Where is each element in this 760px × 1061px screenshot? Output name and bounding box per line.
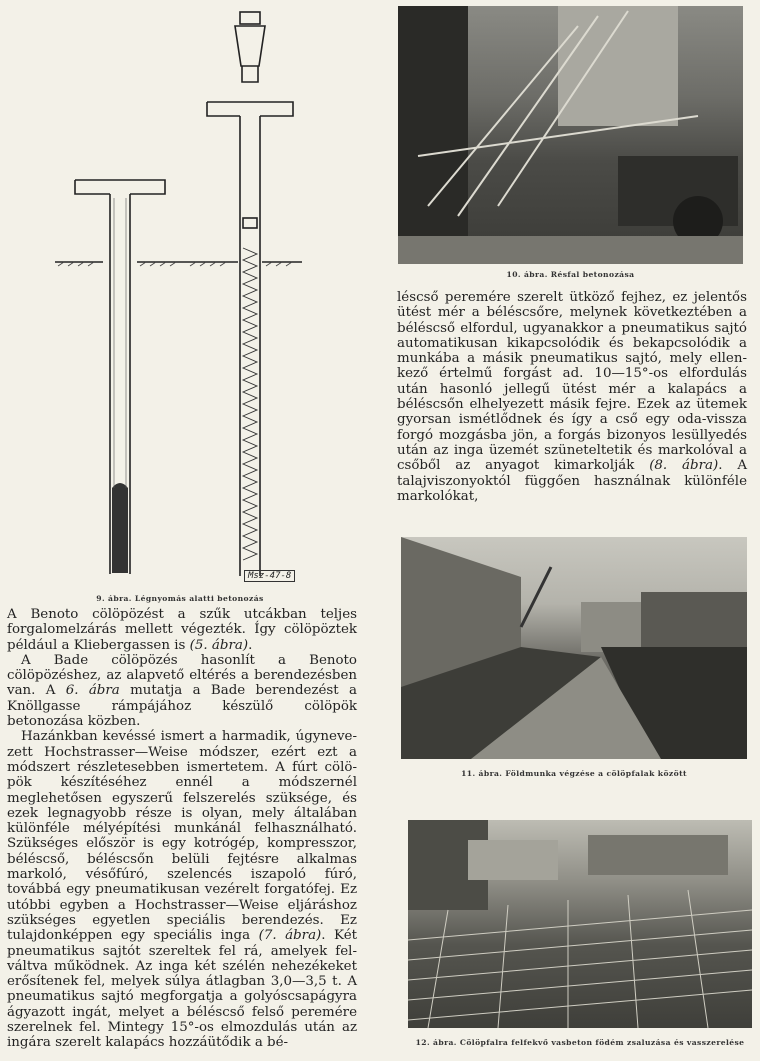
figure-11-photo bbox=[401, 537, 747, 759]
text-span: . A talajviszonyoktól függően használnak különféle markolókat, bbox=[397, 458, 748, 504]
photo-illustration bbox=[398, 6, 743, 264]
left-column-text bbox=[7, 607, 357, 1051]
paragraph bbox=[7, 653, 357, 729]
figure-reference: (8. ábra) bbox=[649, 458, 719, 474]
figure-10-caption: 10. ábra. Résfal betonozása bbox=[506, 270, 635, 279]
right-column-text bbox=[397, 290, 747, 504]
figure-12-caption: 12. ábra. Cölöpfalra felfekvő vasbeton födém zsaluzása és vasszerelése bbox=[415, 1038, 745, 1047]
text-span: léscső peremére szerelt ütköző fejhez, ez jelentős ütést mér a béléscsőre, melynek következtében a béléscső elfordul, ugyanakkor a pneumatikus sajtó automatikusan kikapcsolódik és bekapcsolódik a munkába a másik pneumatikus sajtó, mely ellenkező értelmű forgást ad. 10—15°-os elfordulás után hasonló jellegű ütést mér a kalapács a béléscsőn elhelyezett másik fejre. Ezek az ütemek gyorsan ismétlődnek és így a cső egy oda-vissza forgó mozgásba jön, a forgás bizonyos lesüllyedés után az inga üzemét szüneteltetik és markolóval a csőből az anyagot kimarkolják bbox=[397, 290, 747, 474]
figure-10-photo bbox=[398, 6, 743, 264]
text-span: . Két pneumatikus sajtót szereltek fel rá, amelyek felváltva működnek. Az inga két szélén nehezékeket erősítenek fel, melyek súlya átlagban 3,0—3,5 t. A pneumatikus sajtó megforgatja a golyóscsapágyra ágyazott ingát, melyet a béléscső felső peremére szerelnek fel. Mintegy 15°-os elmozdulás után az ingára szerelt kalapács hozzáütődik a bé- bbox=[7, 928, 358, 1051]
figure-12-photo bbox=[408, 820, 752, 1028]
text-span: mutatja a Bade berendezést a Knöllgasse rámpájához készülő cölöpök betonozása közben. bbox=[7, 683, 357, 730]
text-span: Hazánkban kevéssé ismert a harmadik, úgynevezett Hochstrasser—Weise módszer, ezért ezt a módszert részletesebben ismertetem. A fúrt cölöpök készítéséhez ennél a módszernél meglehetősen egyszerű felszerelés szüksége, és ezek legnagyobb része is olyan, mely általában különféle mélyépítési munkánál felhasználható. Szükséges először is egy kotrógép, kompresszor, béléscső, béléscsőn belüli fejtésre alkalmas markoló, vésőfúró, szelencés iszapoló fúró, továbbá egy pneumatikusan vezérelt forgatófej. Ez utóbbi egyben a Hochstrasser—Weise eljáráshoz szükséges egyetlen speciális berendezés. Ez tulajdonképpen egy speciális inga bbox=[7, 729, 357, 944]
figure-9-caption: 9. ábra. Légnyomás alatti betonozás bbox=[96, 594, 264, 603]
text-span: . bbox=[248, 637, 253, 653]
figure-reference: (5. ábra) bbox=[189, 637, 249, 653]
figure-9-drawing bbox=[40, 8, 310, 593]
text-span: A Bade cölöpözés hasonlít a Benoto cölöpözéshez, az alapvető eltérés a berendezésben van. A bbox=[7, 652, 357, 699]
paragraph bbox=[7, 729, 357, 1050]
photo-illustration bbox=[408, 820, 752, 1028]
text-span: A Benoto cölöpözést a szűk utcákban teljes forgalomelzárás mellett végezték. Így cölöpöztek például a Kliebergassen is bbox=[7, 607, 357, 653]
pile-diagram bbox=[40, 8, 310, 593]
paragraph bbox=[397, 290, 747, 504]
figure-11-caption: 11. ábra. Földmunka végzése a cölöpfalak között bbox=[461, 769, 687, 778]
figure-reference: (7. ábra) bbox=[258, 928, 322, 944]
figure-reference: 6. ábra bbox=[65, 683, 120, 699]
paragraph bbox=[7, 607, 357, 653]
figure-9-label: Msz-47-8 bbox=[244, 570, 295, 582]
photo-illustration bbox=[401, 537, 747, 759]
